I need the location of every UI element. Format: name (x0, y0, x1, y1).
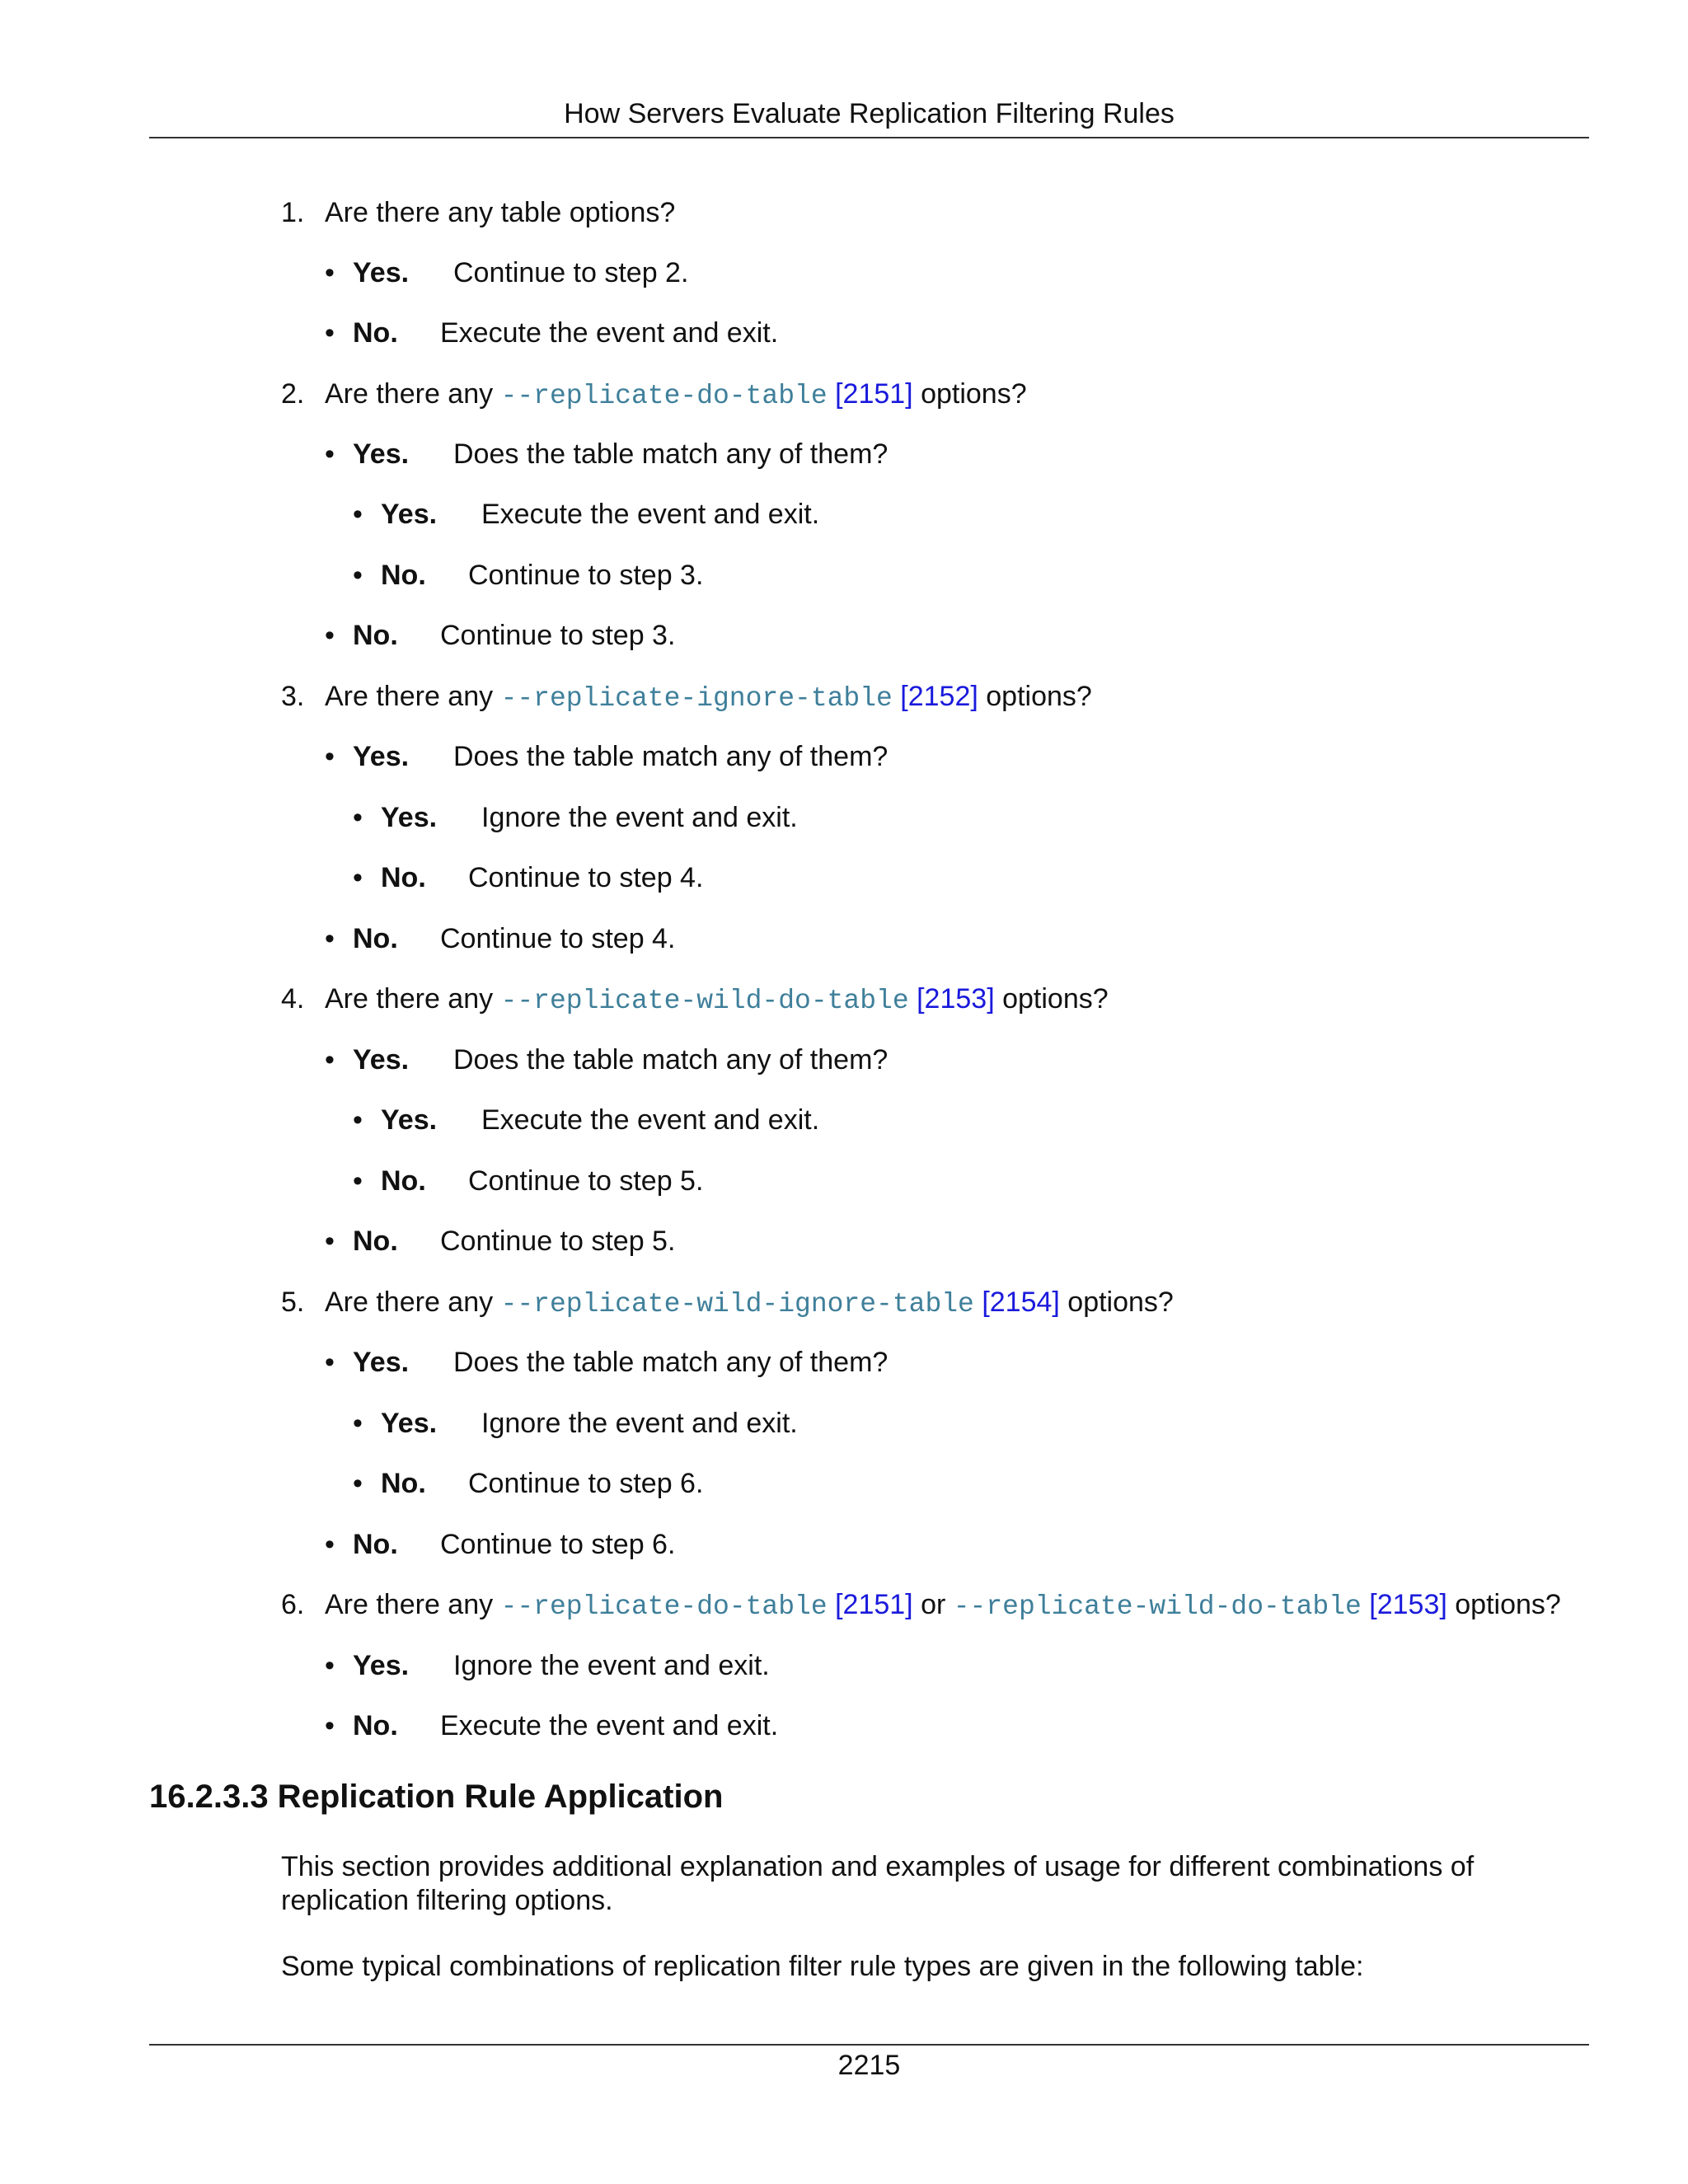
section-heading: 16.2.3.3 Replication Rule Application (149, 1779, 724, 1815)
bullet-icon: • (325, 923, 335, 954)
bullet-icon: • (325, 1650, 335, 1681)
step-question: Are there any table options? (325, 197, 676, 228)
bullet-icon: • (325, 1226, 335, 1257)
page-ref-link[interactable]: [2153] (917, 983, 995, 1015)
bullet-icon: • (353, 1408, 363, 1439)
no-label: No. (381, 1468, 426, 1499)
answer-text: Ignore the event and exit. (481, 802, 798, 833)
step-3 (281, 678, 1092, 717)
step-1-no (325, 315, 778, 351)
answer-text: Execute the event and exit. (440, 1710, 779, 1741)
step-number: 6. (281, 1589, 305, 1620)
step-4-yes-no (353, 1163, 703, 1199)
bullet-icon: • (353, 1104, 363, 1136)
answer-text: Continue to step 2. (453, 257, 689, 288)
yes-label: Yes. (353, 1650, 410, 1681)
step-5-yes-yes (353, 1405, 798, 1441)
page-number: 2215 (837, 2050, 901, 2081)
step-number: 1. (281, 197, 305, 228)
step-6-no (325, 1708, 778, 1744)
yes-label: Yes. (353, 257, 410, 288)
no-label: No. (381, 1165, 426, 1197)
no-label: No. (381, 560, 426, 591)
bullet-icon: • (325, 1347, 335, 1378)
answer-text: Continue to step 3. (440, 620, 676, 651)
step-3-no (325, 921, 675, 957)
step-1 (281, 194, 675, 231)
no-label: No. (353, 620, 398, 651)
step-2-no (325, 617, 675, 654)
bullet-icon: • (353, 802, 363, 833)
answer-text: Continue to step 5. (468, 1165, 704, 1197)
answer-text: Continue to step 4. (468, 862, 704, 893)
answer-text: Continue to step 5. (440, 1226, 676, 1257)
step-2-yes-no (353, 557, 703, 593)
step-number: 5. (281, 1286, 305, 1318)
step-5-yes-no (353, 1465, 703, 1502)
step-number: 3. (281, 681, 305, 712)
step-question: Are there any (325, 1589, 501, 1620)
step-4-yes (325, 1042, 888, 1078)
no-label: No. (353, 317, 398, 349)
option-link[interactable]: --replicate-wild-do-table (500, 986, 909, 1016)
bullet-icon: • (325, 1044, 335, 1076)
table-intro-paragraph: Some typical combinations of replication filter rule types are given in the following table: (281, 1951, 1364, 1982)
option-link[interactable]: --replicate-wild-do-table (953, 1591, 1362, 1622)
page-ref-link[interactable]: [2154] (982, 1286, 1060, 1318)
bullet-icon: • (325, 317, 335, 349)
bullet-icon: • (325, 741, 335, 772)
step-question-end: options? (912, 378, 1027, 410)
header-rule (149, 137, 1589, 138)
bullet-icon: • (353, 1165, 363, 1197)
step-5-yes (325, 1344, 888, 1380)
running-header: How Servers Evaluate Replication Filtering Rules (564, 98, 1175, 129)
bullet-icon: • (325, 1710, 335, 1741)
step-3-yes-yes (353, 799, 798, 836)
yes-label: Yes. (353, 741, 410, 772)
page-ref-link[interactable]: [2153] (1369, 1589, 1447, 1620)
answer-text: Ignore the event and exit. (453, 1650, 770, 1681)
option-link[interactable]: --replicate-do-table (500, 1591, 828, 1622)
footer-rule (149, 2044, 1589, 2046)
no-label: No. (353, 1226, 398, 1257)
step-4 (281, 981, 1109, 1019)
bullet-icon: • (353, 499, 363, 530)
option-link[interactable]: --replicate-wild-ignore-table (500, 1289, 974, 1319)
step-number: 2. (281, 378, 305, 410)
answer-text: Continue to step 3. (468, 560, 704, 591)
step-question-end: options? (1447, 1589, 1561, 1620)
step-question-end: options? (994, 983, 1109, 1015)
option-link[interactable]: --replicate-ignore-table (500, 683, 893, 714)
page-ref-link[interactable]: [2151] (835, 1589, 913, 1620)
step-1-yes (325, 255, 688, 291)
step-2-yes-yes (353, 496, 819, 532)
answer-text: Continue to step 6. (440, 1529, 676, 1560)
page-ref-link[interactable]: [2151] (835, 378, 913, 410)
conjunction-text: or (912, 1589, 954, 1620)
yes-label: Yes. (353, 438, 410, 470)
step-6 (281, 1586, 1561, 1625)
bullet-icon: • (325, 257, 335, 288)
step-question: Are there any (325, 1286, 501, 1318)
answer-text: Continue to step 6. (468, 1468, 704, 1499)
answer-text: Does the table match any of them? (453, 1347, 889, 1378)
bullet-icon: • (353, 1468, 363, 1499)
bullet-icon: • (325, 1529, 335, 1560)
answer-text: Does the table match any of them? (453, 438, 889, 470)
answer-text: Execute the event and exit. (481, 499, 820, 530)
yes-label: Yes. (353, 1044, 410, 1076)
section-intro-paragraph: This section provides additional explanation and examples of usage for different combinations of replication filtering options. (281, 1851, 1475, 1916)
answer-text: Ignore the event and exit. (481, 1408, 798, 1439)
bullet-icon: • (325, 438, 335, 470)
bullet-icon: • (325, 620, 335, 651)
answer-text: Does the table match any of them? (453, 1044, 889, 1076)
answer-text: Does the table match any of them? (453, 741, 889, 772)
yes-label: Yes. (381, 802, 438, 833)
bullet-icon: • (353, 862, 363, 893)
yes-label: Yes. (381, 499, 438, 530)
step-question-end: options? (978, 681, 1092, 712)
answer-text: Continue to step 4. (440, 923, 676, 954)
step-3-yes (325, 738, 888, 775)
answer-text: Execute the event and exit. (481, 1104, 820, 1136)
step-4-yes-yes (353, 1102, 819, 1138)
yes-label: Yes. (381, 1104, 438, 1136)
option-link[interactable]: --replicate-do-table (500, 381, 828, 411)
step-question: Are there any (325, 681, 501, 712)
bullet-icon: • (353, 560, 363, 591)
step-2-yes (325, 436, 888, 472)
step-5 (281, 1284, 1174, 1323)
step-3-yes-no (353, 860, 703, 896)
no-label: No. (353, 923, 398, 954)
step-number: 4. (281, 983, 305, 1015)
step-2 (281, 376, 1027, 415)
step-6-yes (325, 1647, 770, 1684)
yes-label: Yes. (353, 1347, 410, 1378)
step-5-no (325, 1526, 675, 1563)
no-label: No. (353, 1529, 398, 1560)
step-4-no (325, 1223, 675, 1259)
step-question: Are there any (325, 983, 501, 1015)
no-label: No. (381, 862, 426, 893)
page-ref-link[interactable]: [2152] (900, 681, 978, 712)
yes-label: Yes. (381, 1408, 438, 1439)
step-question: Are there any (325, 378, 501, 410)
step-question-end: options? (1059, 1286, 1174, 1318)
answer-text: Execute the event and exit. (440, 317, 779, 349)
no-label: No. (353, 1710, 398, 1741)
